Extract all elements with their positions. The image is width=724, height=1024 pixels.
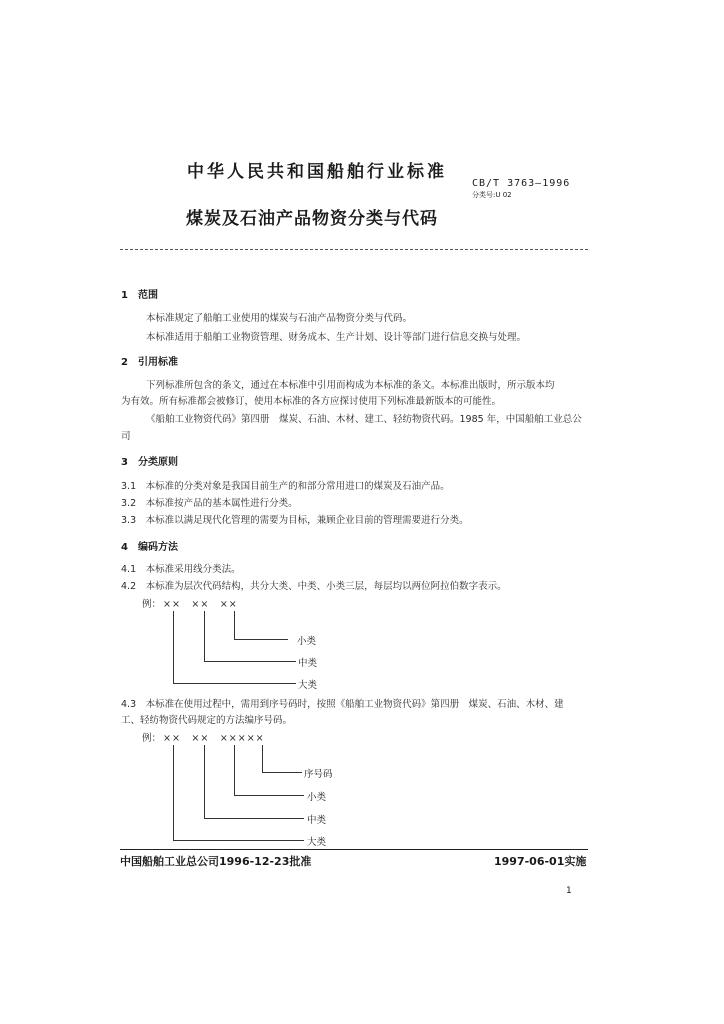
implementation-date: 1997-06-01实施 <box>494 855 587 868</box>
tree-1-line-middle-h <box>204 661 296 662</box>
tree-2-line-large <box>173 745 174 840</box>
standard-number: CB/T 3763—1996 <box>472 178 571 189</box>
section-1-heading: 1 范围 <box>121 290 158 301</box>
section-1-p2: 本标准适用于船舶工业物资管理、财务成本、生产计划、设计等部门进行信息交换与处理。 <box>146 332 527 343</box>
tree-1-line-large <box>173 611 174 683</box>
issue-date: 中国船舶工业总公司1996-12-23批准 <box>120 855 312 868</box>
section-3-item-2: 3.2 本标准按产品的基本属性进行分类。 <box>121 498 298 509</box>
section-2-p1a: 下列标准所包含的条文，通过在本标准中引用而构成为本标准的条文。本标准出版时，所示版本均 <box>146 380 555 391</box>
section-2-p1b: 为有效。所有标准都会被修订，使用本标准的各方应探讨使用下列标准最新版本的可能性。 <box>121 396 502 407</box>
section-4-item-1: 4.1 本标准采用线分类法。 <box>121 564 241 575</box>
tree-1-line-small-h <box>234 639 288 640</box>
tree-2-line-middle <box>204 745 205 818</box>
page-number: 1 <box>566 886 572 896</box>
tree-2-label-small: 小类 <box>307 792 327 803</box>
section-3-item-1: 3.1 本标准的分类对象是我国目前生产的和部分常用进口的煤炭及石油产品。 <box>121 481 450 492</box>
document-title: 煤炭及石油产品物资分类与代码 <box>186 209 438 229</box>
tree-2-line-large-h <box>173 840 304 841</box>
tree-1-line-large-h <box>173 683 296 684</box>
section-4-item-2: 4.2 本标准为层次代码结构，共分大类、中类、小类三层，每层均以两位阿拉伯数字表示。 <box>121 581 507 592</box>
tree-2-line-small-h <box>234 795 304 796</box>
section-1-p1: 本标准规定了船舶工业使用的煤炭与石油产品物资分类与代码。 <box>146 313 413 324</box>
section-2-heading: 2 引用标准 <box>121 357 178 368</box>
section-2-p2b: 司 <box>121 431 131 442</box>
section-2-p2a: 《船舶工业物资代码》第四册 煤炭、石油、木材、建工、轻纺物资代码。1985 年，中国船舶工业总公 <box>146 414 582 425</box>
example-1-code: ×× ×× ×× <box>163 599 238 610</box>
tree-2-line-serial <box>262 745 263 772</box>
org-title: 中华人民共和国船舶行业标准 <box>187 162 447 182</box>
section-4-item-3a: 4.3 本标准在使用过程中，需用到序号码时，按照《船舶工业物资代码》第四册 煤炭、石油、木材、建 <box>121 699 564 710</box>
tree-2-label-serial: 序号码 <box>304 769 333 780</box>
tree-2-line-serial-h <box>262 772 302 773</box>
tree-1-line-small <box>234 611 235 639</box>
tree-2-label-large: 大类 <box>307 837 327 848</box>
example-1-prefix: 例： <box>142 599 162 610</box>
tree-1-line-middle <box>204 611 205 661</box>
header-rule <box>120 249 588 250</box>
tree-2-label-middle: 中类 <box>307 815 327 826</box>
section-4-item-3b: 工、轻纺物资代码规定的方法编序号码。 <box>121 715 293 726</box>
footer-rule <box>120 849 588 850</box>
tree-2-line-middle-h <box>204 818 304 819</box>
section-4-heading: 4 编码方法 <box>121 542 178 553</box>
section-3-heading: 3 分类原则 <box>121 457 178 468</box>
example-2-code: ×× ×× ××××× <box>163 733 265 744</box>
tree-1-label-large: 大类 <box>298 680 318 691</box>
section-3-item-3: 3.3 本标准以满足现代化管理的需要为目标，兼顾企业目前的管理需要进行分类。 <box>121 515 469 526</box>
example-2-prefix: 例： <box>142 733 162 744</box>
tree-1-label-small: 小类 <box>297 636 317 647</box>
tree-1-label-middle: 中类 <box>298 658 318 669</box>
classification-number: 分类号:U 02 <box>472 191 512 199</box>
tree-2-line-small <box>234 745 235 795</box>
